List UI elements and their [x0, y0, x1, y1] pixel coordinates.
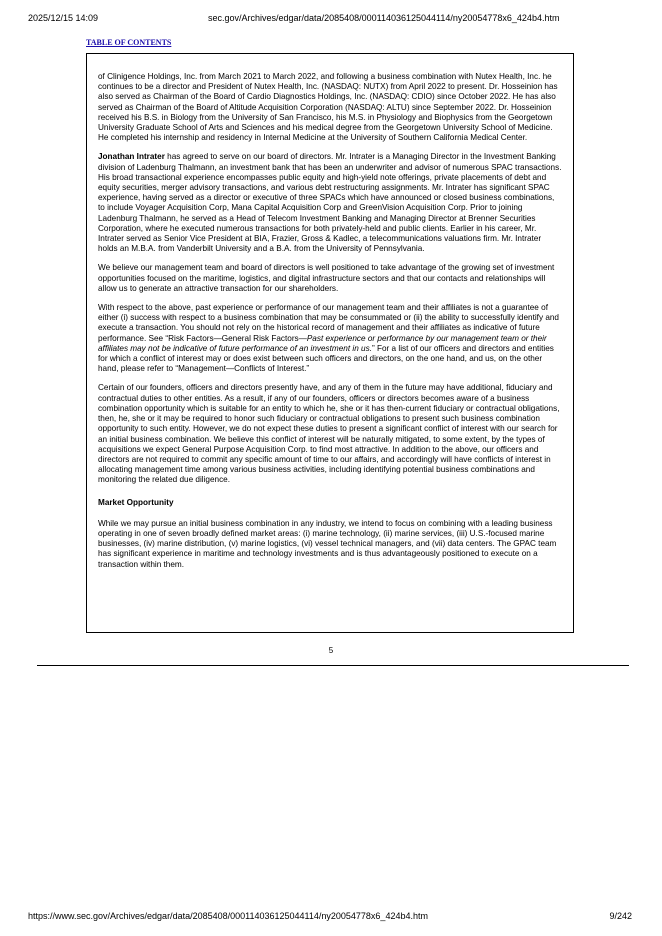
paragraph-market-opportunity: While we may pursue an initial business combination in any industry, we intend to focus on combining with a leading business operating in one of seven broadly defined market areas: (i) marine technology, (ii) marine services, (iii) U.S.-focused marine businesses, (iv) marine distribution, (v) marine logistics, (vi) vessel technical managers, and (vii) data centers. The GPAC team has significant experience in maritime and technology investments and is thus advantageously positioned to execute on a transaction within them.	[98, 518, 557, 569]
print-header-url: sec.gov/Archives/edgar/data/2085408/000114036125044114/ny20054778x6_424b4.htm	[208, 13, 560, 23]
section-heading-market-opportunity: Market Opportunity	[98, 497, 174, 507]
page-number: 5	[328, 646, 334, 655]
paragraph-management-team: We believe our management team and board of directors is well positioned to take advantage of the growing set of investment opportunities focused on the maritime, logistics, and digital infrastructure sectors and that our contacts and relationships will allow us to generate an attractive transaction for our shareholders.	[98, 263, 555, 293]
past-performance-text-a: With respect to the above, past experience or performance of our management team and their affiliates is not a guarantee of either (i) success with respect to a business combination that may be consummated or (ii) the ability to successfully identify and execute a transaction. You should not rely on the historical record of management and their affiliates as indicative of future performance. See “Risk Factors—General Risk Factors—	[98, 303, 559, 343]
page-divider	[37, 665, 629, 666]
paragraph-past-performance	[98, 303, 562, 374]
paragraph-hosseinion-bio: of Clinigence Holdings, Inc. from March 2021 to March 2022, and following a business combination with Nutex Health, Inc. he continues to be a director and President of Nutex Health, Inc. (NASDAQ: NUTX) from April 2022 to present. Dr. Hosseinion has also served as Chairman of the Board of Cardio Diagnostics Holdings, Inc. (NASDAQ: CDIO) since October 2022. He has also served as Chairman of the Board of Altitude Acquisition Corporation (NASDAQ: ALTU) since September 2022. Dr. Hosseinion received his B.S. in Biology from the University of San Francisco, his M.S. in Physiology and Biophysics from the Georgetown University Graduate School of Arts and Sciences and his medical degree from the Georgetown University School of Medicine. He completed his internship and residency in Internal Medicine at the University of Southern California Medical Center.	[98, 72, 558, 143]
document-content-box	[86, 53, 574, 633]
past-performance-text-b: ” For a list of our officers and directors and entities for which a conflict of interest may or does exist between such officers and directors, on the one hand, and us, on the other hand, please refer to “Management—Conflicts of Interest.”	[98, 343, 554, 374]
director-name: Jonathan Intrater	[98, 152, 165, 162]
paragraph-conflicts: Certain of our founders, officers and directors presently have, and any of them in the future may have additional, fiduciary and contractual duties to other entities. As a result, if any of our founders, officers or directors becomes aware of a business combination opportunity which is suitable for an entity to which he, she or it has then-current fiduciary or contractual obligations, then, he, she or it may be required to honor such fiduciary or contractual obligations to present such business combination opportunity to such entity. However, we do not expect these duties to present a significant conflict of interest with our search for an initial business combination. We believe this conflict of interest will be naturally mitigated, to some extent, by the types of acquisitions we expect General Purpose Acquisition Corp. to find most attractive. In addition to the above, our officers and directors are not required to commit any specific amount of time to our affairs, and accordingly will have conflicts of interest in allocating management time among various business activities, including identifying potential business combinations and monitoring the related due diligence.	[98, 383, 560, 485]
paragraph-intrater-bio	[98, 152, 562, 254]
print-datetime: 2025/12/15 14:09	[28, 13, 99, 23]
print-footer-url: https://www.sec.gov/Archives/edgar/data/2085408/000114036125044114/ny20054778x6_424b4.htm	[28, 911, 428, 921]
table-of-contents-link[interactable]: TABLE OF CONTENTS	[86, 38, 172, 47]
intrater-bio-text: has agreed to serve on our board of directors. Mr. Intrater is a Managing Director in the Investment Banking division of Ladenburg Thalmann, an investment bank that has been an underwriter and advisor of numerous SPAC transactions. His broad transactional experience encompasses public equity and high-yield note offerings, private placements of debt and equity securities, merger advisory transactions, and various debt restructuring assignments. Mr. Intrater has significant SPAC experience, having served as a director or executive of three SPACs which have announced or closed business combinations, to include Voyager Acquisition Corp, Mana Capital Acquisition Corp and GreenVision Acquisition Corp. Prior to joining Ladenburg Thalmann, he served as a Head of Telecom Investment Banking and Managing Director at Brenner Securities Corporation, where he executed numerous transactions for both privately-held and public clients. Earlier in his career, Mr. Intrater served as Senior Vice President at BIA, Frazier, Gross & Kadlec, a telecommunications valuations firm. Mr. Intrater holds an M.B.A. from Vanderbilt University and a B.A. from the University of Pennsylvania.	[98, 152, 562, 254]
print-page-count: 9/242	[609, 911, 632, 921]
risk-factor-title: Past experience or performance by our management team or their affiliates may not be indicative of future performance of an investment in us.	[98, 333, 547, 353]
